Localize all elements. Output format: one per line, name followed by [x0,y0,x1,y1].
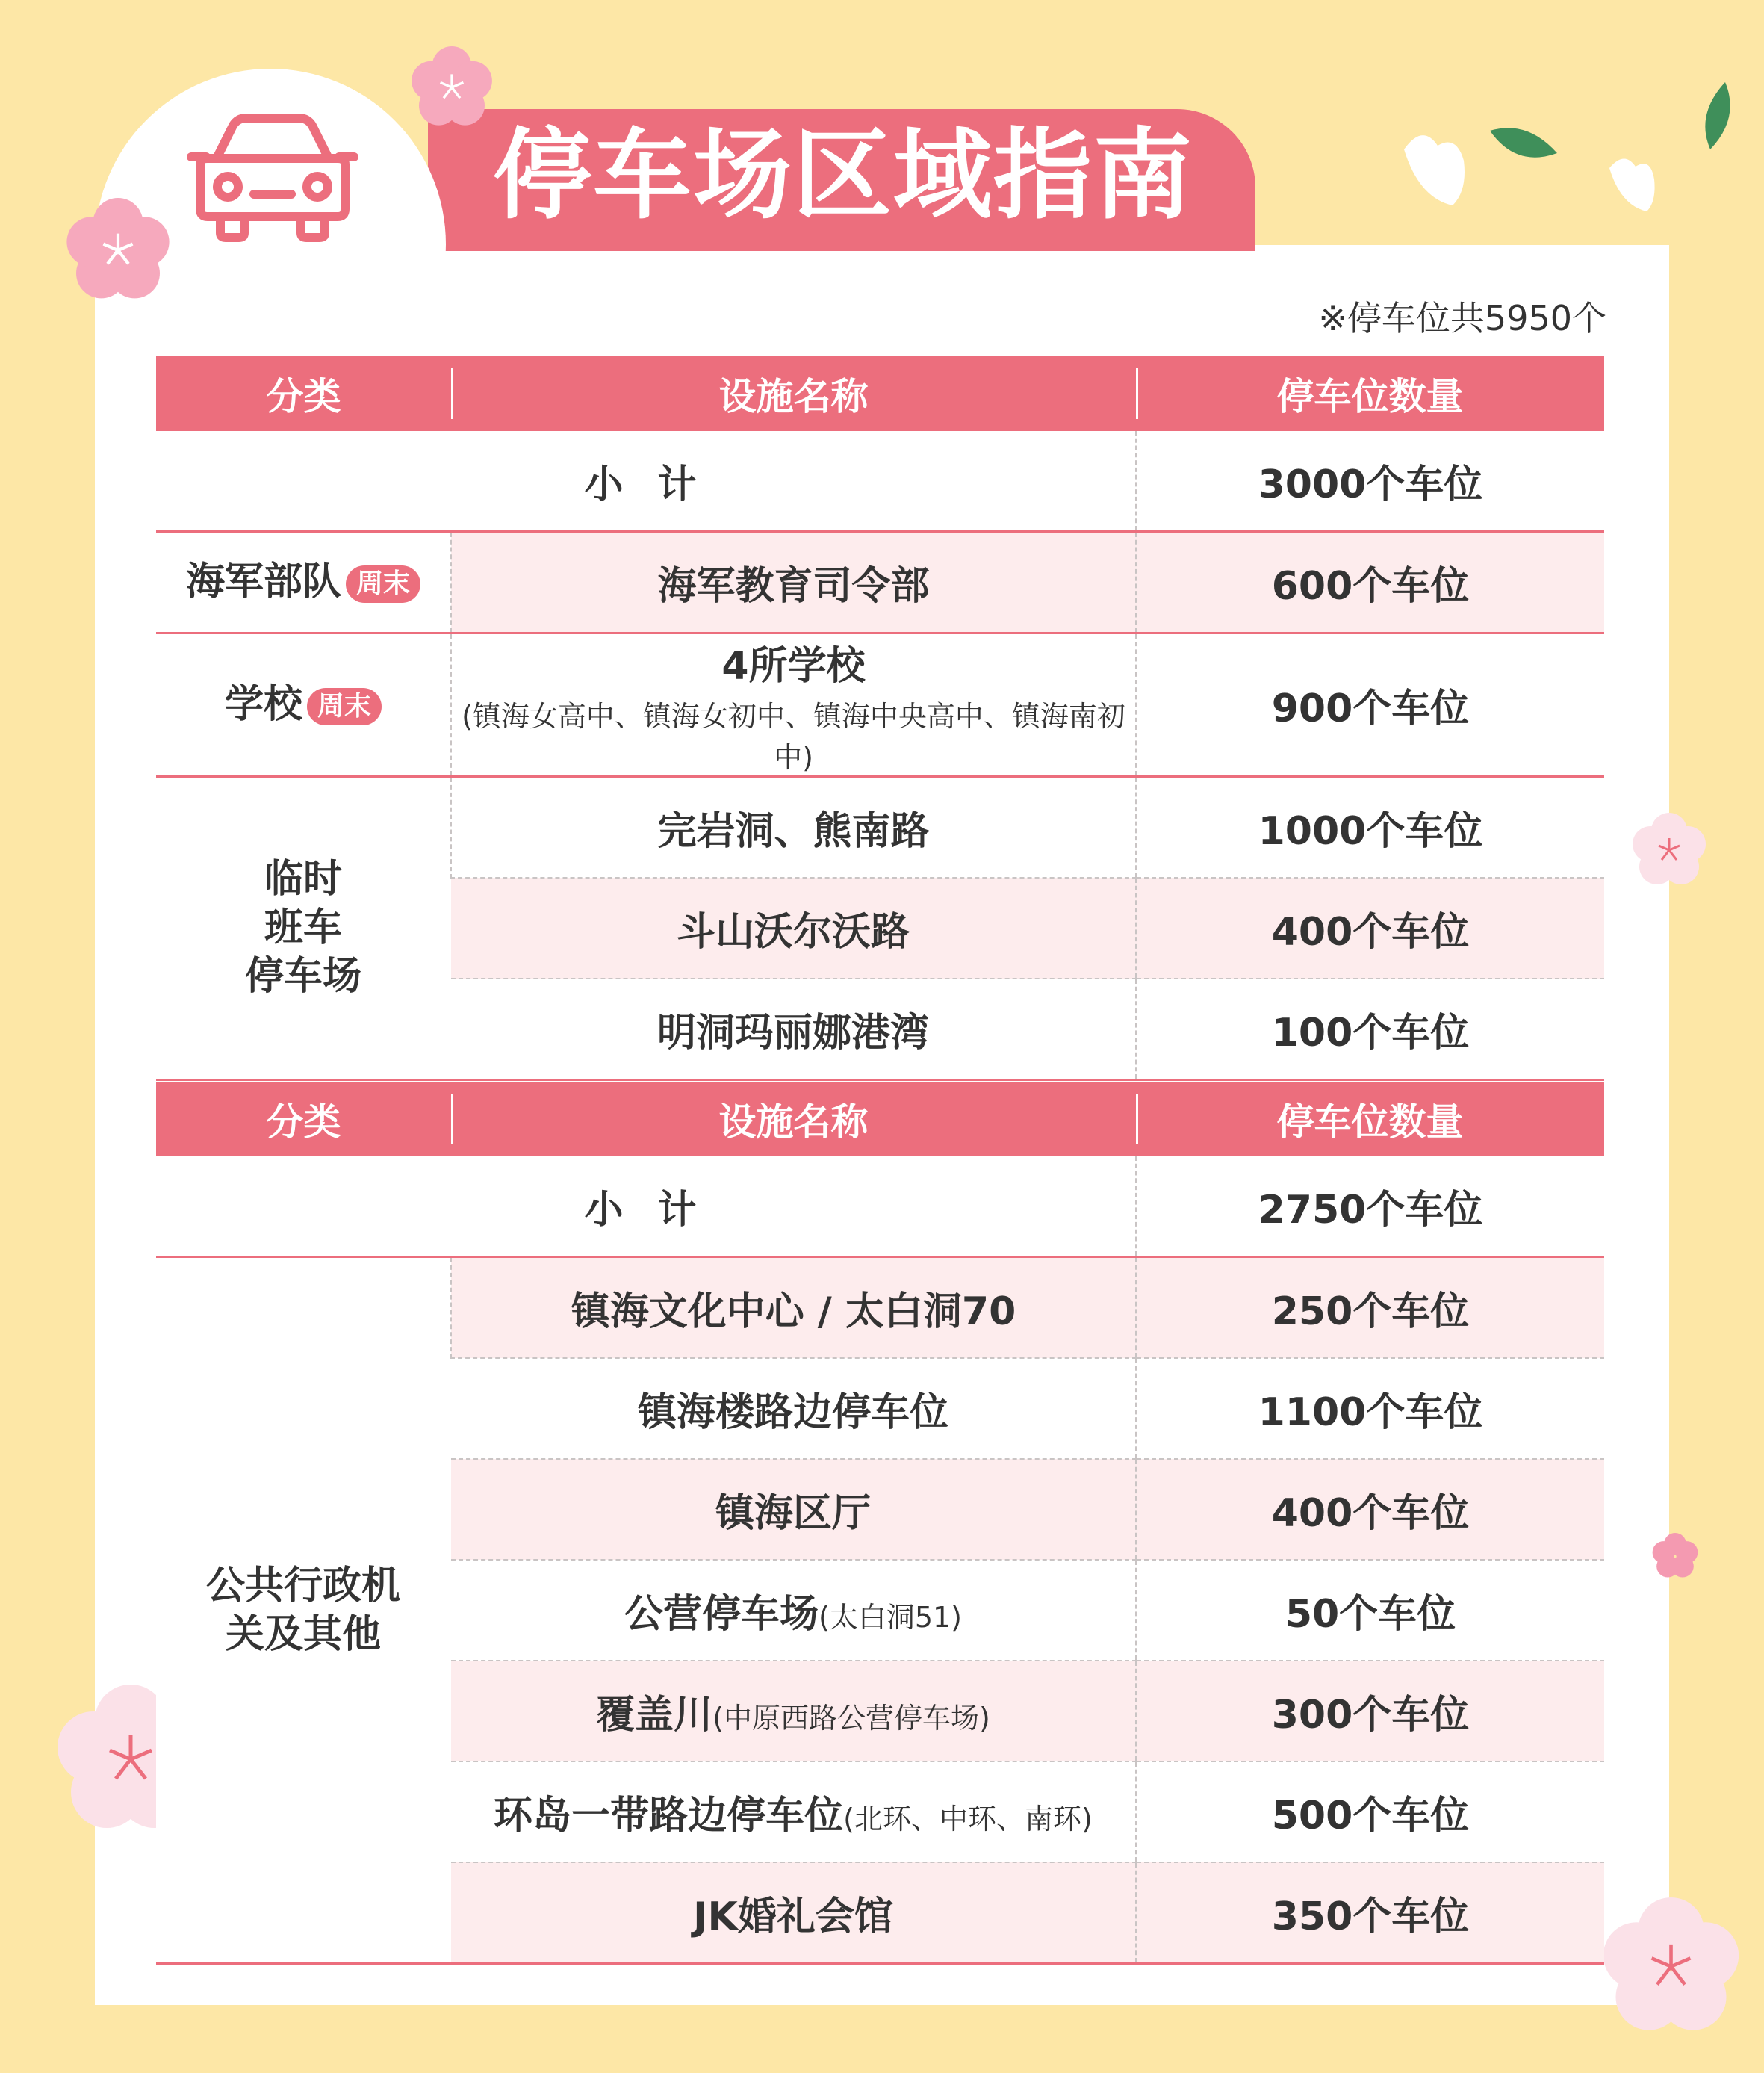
category-line: 公共行政机 [205,1563,400,1608]
facility-cell: 完岩洞、熊南路 [451,777,1136,879]
leaf-icon [1699,81,1736,152]
facility-label: 公营停车场 [624,1592,819,1637]
car-icon [187,112,358,243]
table-header [156,1082,1604,1156]
count-cell: 50个车位 [1136,1560,1604,1661]
header-category: 分类 [156,1082,451,1156]
parking-table-2 [156,1082,1604,1965]
petal-icon [1606,153,1658,213]
category-cell [156,1257,451,1964]
count-cell: 300个车位 [1136,1661,1604,1761]
facility-cell: 海军教育司令部 [451,532,1136,633]
category-line: 关及其他 [225,1611,381,1657]
count-cell: 100个车位 [1136,979,1604,1080]
weekend-badge: 周末 [346,565,420,603]
facility-cell: 镇海楼路边停车位 [451,1358,1136,1459]
category-cell [156,633,451,777]
category-label: 海军部队 [185,560,341,604]
table-row [156,532,1604,633]
facility-cell: 明洞玛丽娜港湾 [451,979,1136,1080]
facility-cell: 斗山沃尔沃路 [451,878,1136,979]
facility-cell [451,1560,1136,1661]
parking-table-1 [156,356,1604,1081]
table-row [156,1257,1604,1359]
subtotal-label: 小 计 [156,431,1136,532]
count-cell: 350个车位 [1136,1862,1604,1964]
plum-blossom-icon [66,198,170,303]
facility-note: (中原西路公营停车场) [712,1702,990,1735]
header-count: 停车位数量 [1136,1082,1604,1156]
table-header [156,356,1604,431]
count-cell: 1000个车位 [1136,777,1604,879]
header-facility: 设施名称 [451,1082,1136,1156]
plum-blossom-icon [411,46,493,128]
subtotal-label: 小 计 [156,1156,1136,1257]
category-line: 班车 [264,905,342,950]
leaf-icon [1486,123,1561,168]
facility-label: 环岛一带路边停车位 [494,1794,844,1838]
total-spaces-note: ※停车位共5950个 [1318,298,1606,338]
subtotal-row [156,431,1604,532]
facility-note: (太白洞51) [819,1601,963,1634]
facility-cell: JK婚礼会馆 [451,1862,1136,1964]
facility-cell [451,633,1136,777]
header-count: 停车位数量 [1136,356,1604,431]
plum-blossom-icon [1652,1533,1698,1579]
category-cell [156,777,451,1080]
page-title: 停车场区域指南 [493,118,1193,233]
count-cell: 600个车位 [1136,532,1604,633]
table-row [156,777,1604,879]
facility-cell: 镇海区厅 [451,1459,1136,1560]
plum-blossom-icon [1632,813,1706,887]
facility-cell [451,1661,1136,1761]
facility-label: 4所学校 [721,644,866,689]
category-cell [156,532,451,633]
category-line: 停车场 [244,954,361,999]
category-line: 临时 [264,857,342,902]
count-cell: 250个车位 [1136,1257,1604,1359]
header-facility: 设施名称 [451,356,1136,431]
plum-blossom-icon [1602,1897,1740,2036]
category-label: 学校 [224,682,302,727]
facility-cell [451,1761,1136,1862]
subtotal-count: 3000个车位 [1136,431,1604,532]
count-cell: 500个车位 [1136,1761,1604,1862]
table-row [156,633,1604,777]
facility-note: (北环、中环、南环) [843,1803,1093,1835]
petal-icon [1397,127,1468,209]
weekend-badge: 周末 [307,688,382,725]
count-cell: 400个车位 [1136,1459,1604,1560]
subtotal-row [156,1156,1604,1257]
header-category: 分类 [156,356,451,431]
facility-label: 覆盖川 [596,1693,713,1738]
subtotal-count: 2750个车位 [1136,1156,1604,1257]
count-cell: 1100个车位 [1136,1358,1604,1459]
count-cell: 400个车位 [1136,878,1604,979]
facility-note: (镇海女高中、镇海女初中、镇海中央高中、镇海南初中) [462,700,1125,774]
count-cell: 900个车位 [1136,633,1604,777]
facility-cell: 镇海文化中心 / 太白洞70 [451,1257,1136,1359]
